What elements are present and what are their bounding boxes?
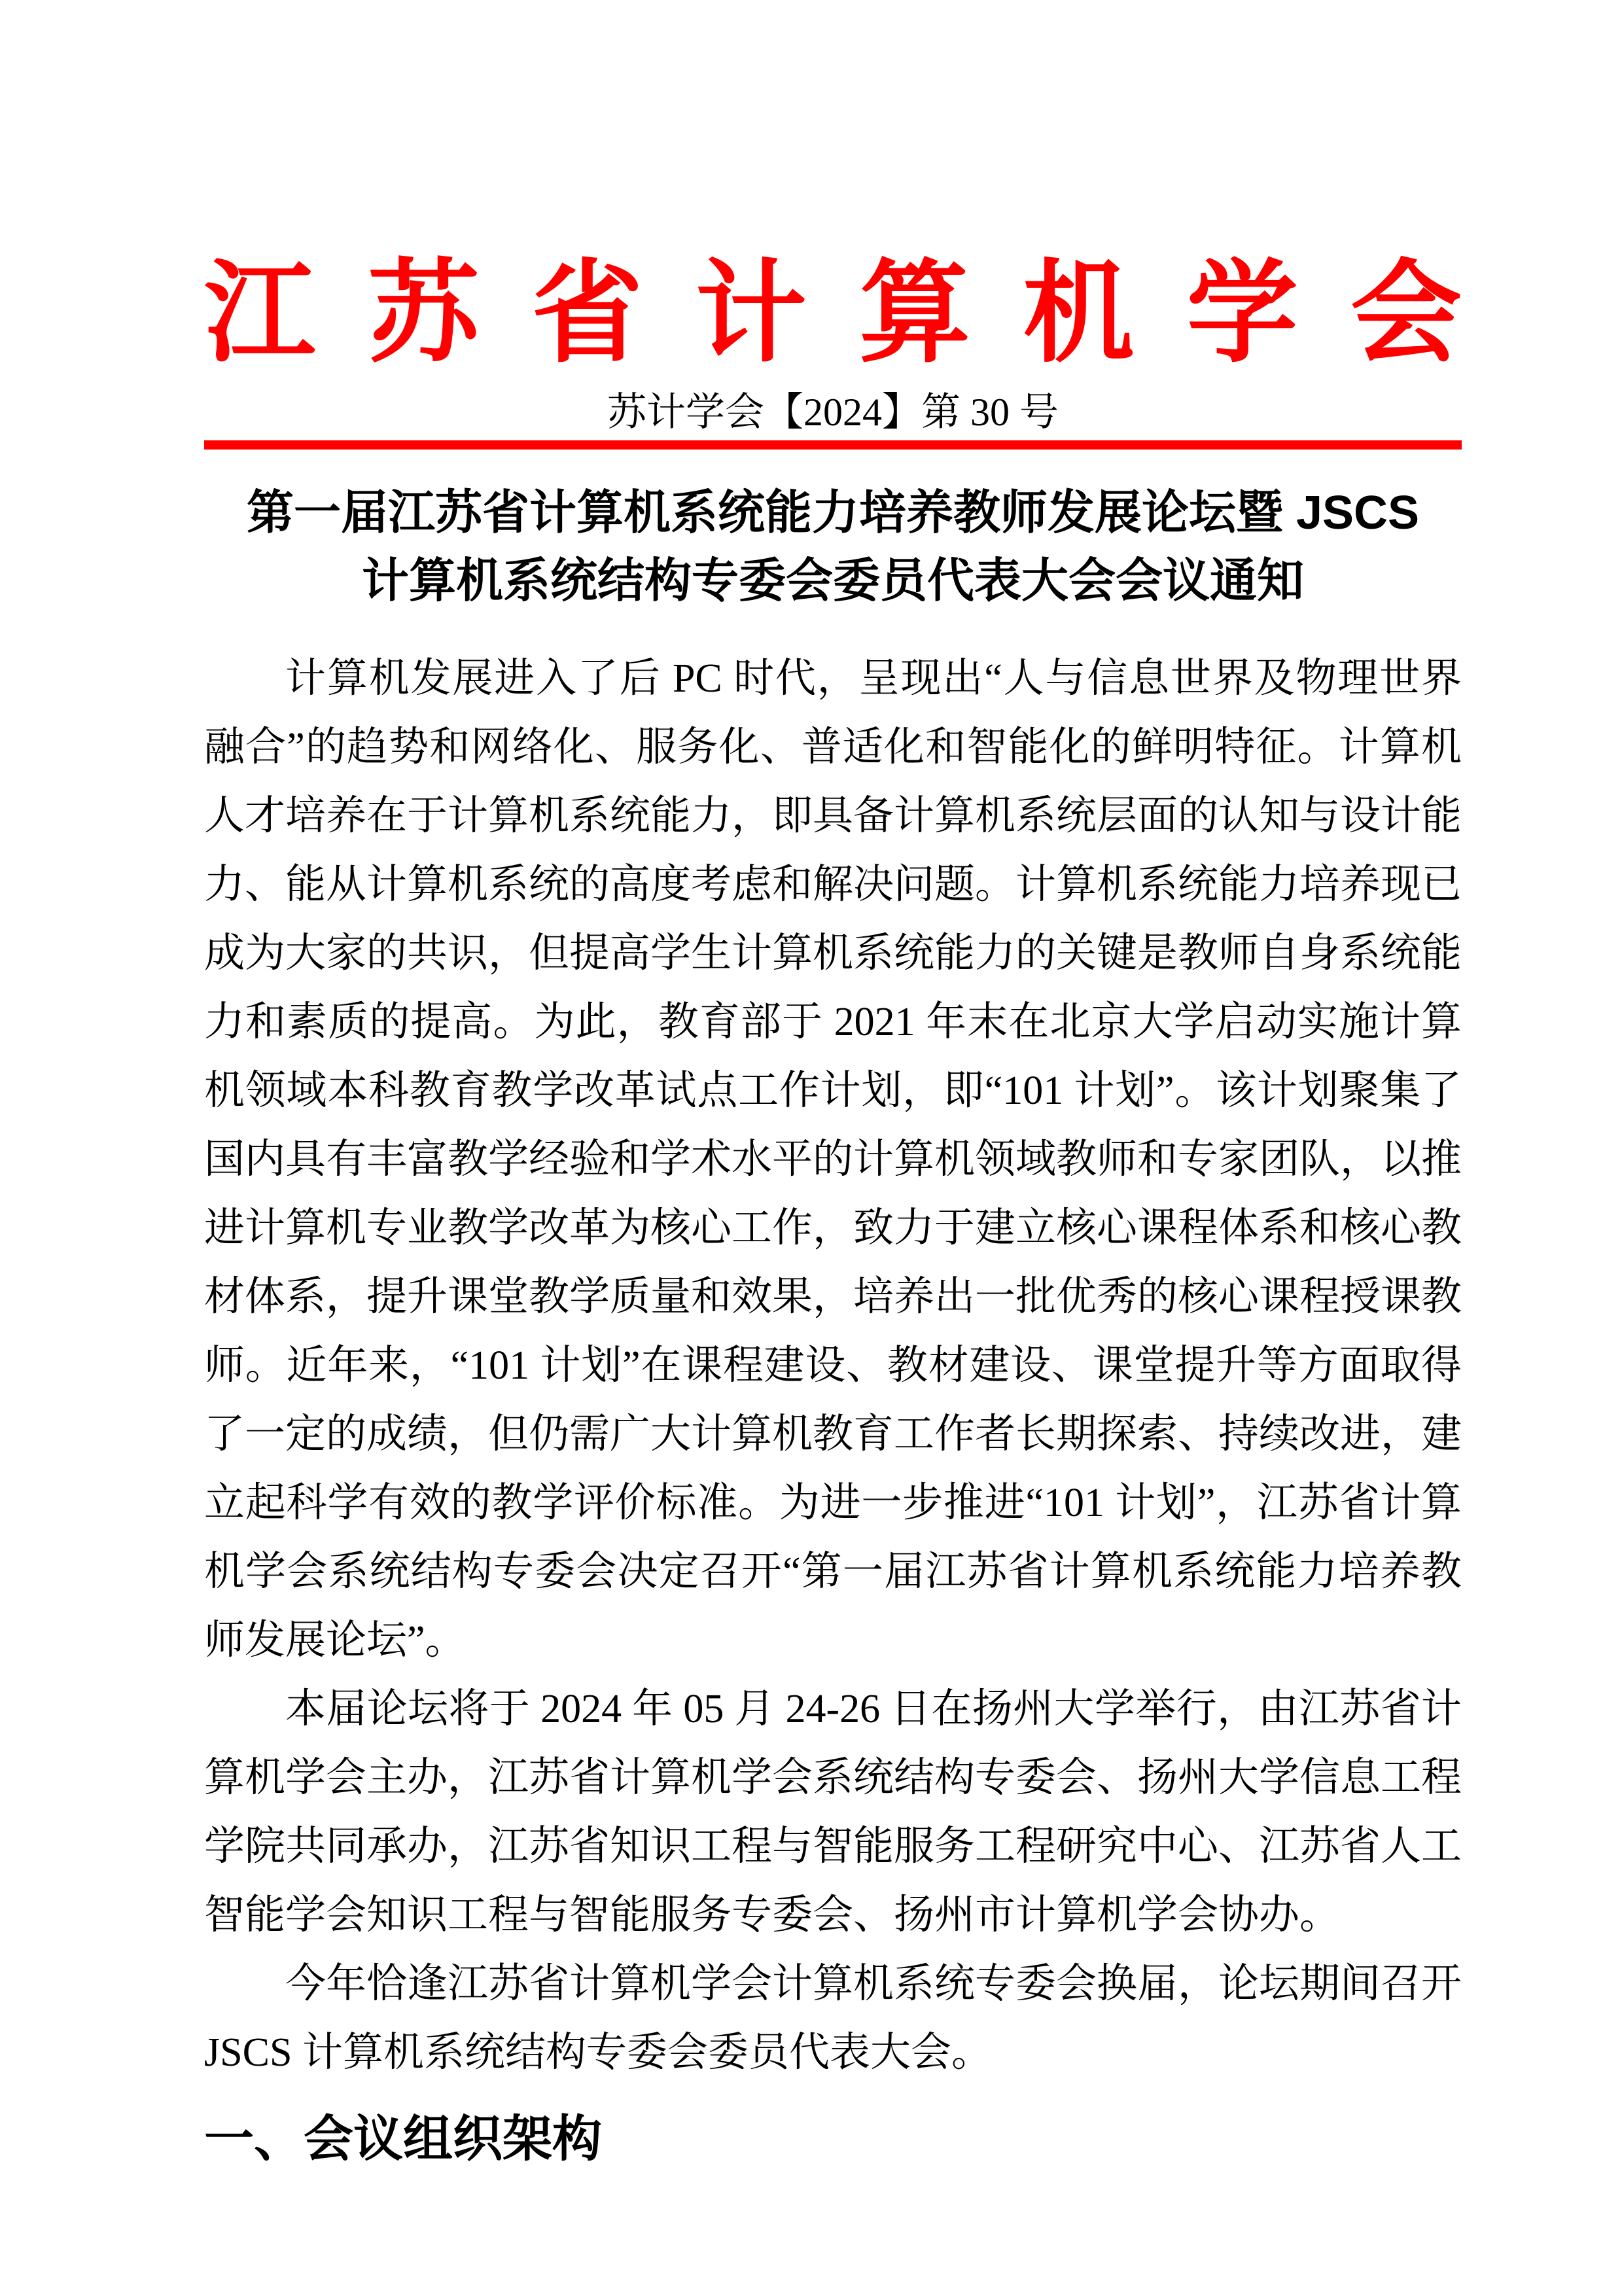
- masthead-title: 江 苏 省 计 算 机 学 会: [204, 253, 1462, 376]
- body-paragraph: 计算机发展进入了后 PC 时代，呈现出“人与信息世界及物理世界融合”的趋势和网络化、服务化、普适化和智能化的鲜明特征。计算机人才培养在于计算机系统能力，即具备计算机系统层面的认知与设计能力、能从计算机系统的高度考虑和解决问题。计算机系统能力培养现已成为大家的共识，但提高学生计算机系统能力的关键是教师自身系统能力和素质的提高。为此，教育部于 2021 年末在北京大学启动实施计算机领域本科教育教学改革试点工作计划，即“101 计划”。该计划聚集了国内具有丰富教学经验和学术水平的计算机领域教师和专家团队，以推进计算机专业教学改革为核心工作，致力于建立核心课程体系和核心教材体系，提升课堂教学质量和效果，培养出一批优秀的核心课程授课教师。近年来，“101 计划”在课程建设、教材建设、课堂提升等方面取得了一定的成绩，但仍需广大计算机教育工作者长期探索、持续改进，建立起科学有效的教学评价标准。为进一步推进“101 计划”，江苏省计算机学会系统结构专委会决定召开“第一届江苏省计算机系统能力培养教师发展论坛”。: [204, 656, 1462, 1663]
- section-heading: 一、会议组织架构: [204, 2111, 602, 2167]
- document-content: [0, 255, 1622, 2176]
- notice-title: [204, 479, 1462, 615]
- body-paragraph: 本届论坛将于 2024 年 05 月 24-26 日在扬州大学举行，由江苏省计算机学会主办，江苏省计算机学会系统结构专委会、扬州大学信息工程学院共同承办，江苏省知识工程与智能服务工程研究中心、江苏省人工智能学会知识工程与智能服务专委会、扬州市计算机学会协办。: [204, 1687, 1462, 1937]
- red-divider: [204, 440, 1462, 450]
- body-text: [204, 645, 1462, 2087]
- notice-title-line2: 计算机系统结构专委会委员代表大会会议通知: [361, 555, 1304, 607]
- document-number: 苏计学会【2024】第 30 号: [607, 391, 1059, 434]
- notice-title-line1: 第一届江苏省计算机系统能力培养教师发展论坛暨 JSCS: [246, 487, 1420, 539]
- body-paragraph: 今年恰逢江苏省计算机学会计算机系统专委会换届，论坛期间召开 JSCS 计算机系统结构专委会委员代表大会。: [204, 1962, 1462, 2075]
